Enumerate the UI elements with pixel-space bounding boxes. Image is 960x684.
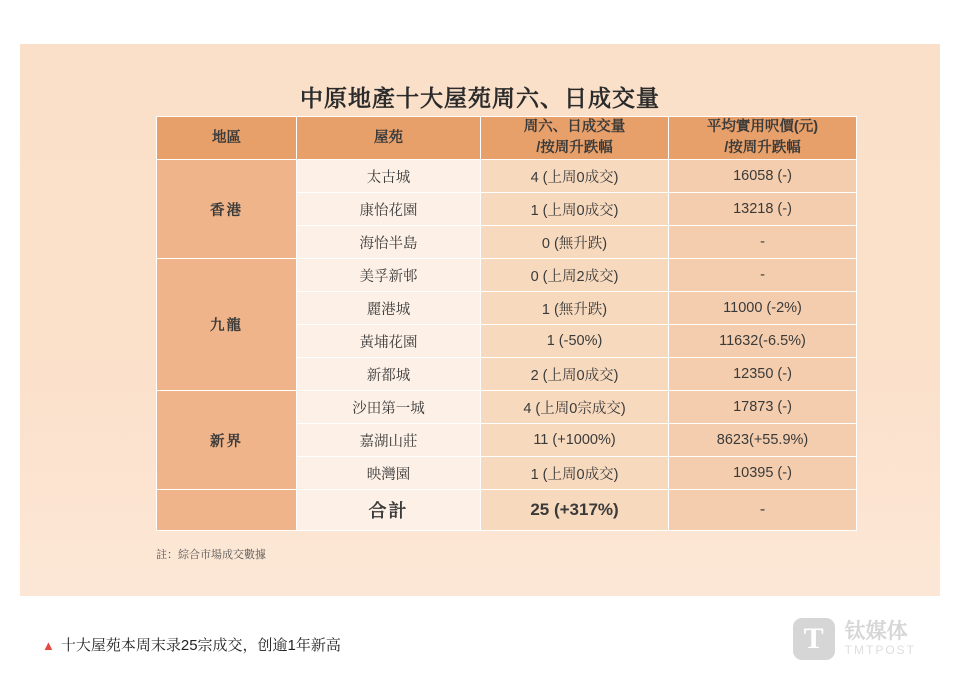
- footer-caption-text: 十大屋苑本周末录25宗成交，创逾1年新高: [60, 637, 341, 654]
- price-cell: 16058 (-): [669, 160, 857, 193]
- triangle-icon: ▲: [42, 638, 55, 653]
- estate-cell: 映灣園: [297, 457, 481, 490]
- volume-cell: 0 (上周2成交): [481, 259, 669, 292]
- volume-cell: 4 (上周0宗成交): [481, 391, 669, 424]
- header-price-line2: /按周升跌幅: [724, 140, 801, 157]
- price-cell: -: [669, 259, 857, 292]
- estate-cell: 嘉湖山莊: [297, 424, 481, 457]
- header-estate: 屋苑: [297, 117, 481, 160]
- estate-cell: 太古城: [297, 160, 481, 193]
- footer-caption: [42, 634, 341, 655]
- brand-name-cn: 钛媒体: [844, 620, 908, 644]
- price-cell: 11000 (-2%): [669, 292, 857, 325]
- total-volume: 25 (+317%): [481, 490, 669, 531]
- brand-text: [845, 620, 916, 658]
- total-price: -: [669, 490, 857, 531]
- volume-cell: 1 (-50%): [481, 325, 669, 358]
- volume-cell: 1 (上周0成交): [481, 193, 669, 226]
- volume-cell: 1 (上周0成交): [481, 457, 669, 490]
- volume-cell: 2 (上周0成交): [481, 358, 669, 391]
- header-price-line1: 平均實用呎價(元): [706, 119, 819, 135]
- estate-cell: 沙田第一城: [297, 391, 481, 424]
- estate-cell: 麗港城: [297, 292, 481, 325]
- estate-cell: 美孚新邨: [297, 259, 481, 292]
- table-header-row: [157, 117, 857, 160]
- price-cell: 13218 (-): [669, 193, 857, 226]
- header-region: 地區: [157, 117, 297, 160]
- estate-cell: 黃埔花園: [297, 325, 481, 358]
- total-label: 合計: [297, 490, 481, 531]
- table-row: [157, 259, 857, 292]
- price-cell: 17873 (-): [669, 391, 857, 424]
- header-volume-line1: 周六、日成交量: [523, 119, 626, 135]
- price-cell: 11632(-6.5%): [669, 325, 857, 358]
- infographic-card: [20, 44, 940, 596]
- brand-logo-icon: T: [793, 618, 835, 660]
- price-cell: 8623(+55.9%): [669, 424, 857, 457]
- brand-watermark: [793, 618, 916, 660]
- region-cell-empty: [157, 490, 297, 531]
- estate-cell: 海怡半島: [297, 226, 481, 259]
- region-cell: 新界: [157, 391, 297, 490]
- header-volume: [481, 117, 669, 160]
- header-volume-line2: /按周升跌幅: [536, 140, 613, 157]
- footer-bar: [20, 596, 940, 684]
- table-note: 註：綜合市場成交數據: [156, 549, 266, 561]
- volume-cell: 1 (無升跌): [481, 292, 669, 325]
- table-total-row: [157, 490, 857, 531]
- volume-cell: 11 (+1000%): [481, 424, 669, 457]
- volume-cell: 0 (無升跌): [481, 226, 669, 259]
- region-cell: 九龍: [157, 259, 297, 391]
- price-cell: 12350 (-): [669, 358, 857, 391]
- page-title: 中原地產十大屋苑周六、日成交量: [300, 85, 660, 111]
- region-cell: 香港: [157, 160, 297, 259]
- brand-name-en: TMTPOST: [844, 643, 916, 658]
- volume-cell: 4 (上周0成交): [481, 160, 669, 193]
- estate-cell: 新都城: [297, 358, 481, 391]
- table-row: [157, 160, 857, 193]
- estate-cell: 康怡花園: [297, 193, 481, 226]
- price-cell: -: [669, 226, 857, 259]
- transactions-table: [156, 116, 857, 531]
- header-price: [669, 117, 857, 160]
- table-row: [157, 391, 857, 424]
- price-cell: 10395 (-): [669, 457, 857, 490]
